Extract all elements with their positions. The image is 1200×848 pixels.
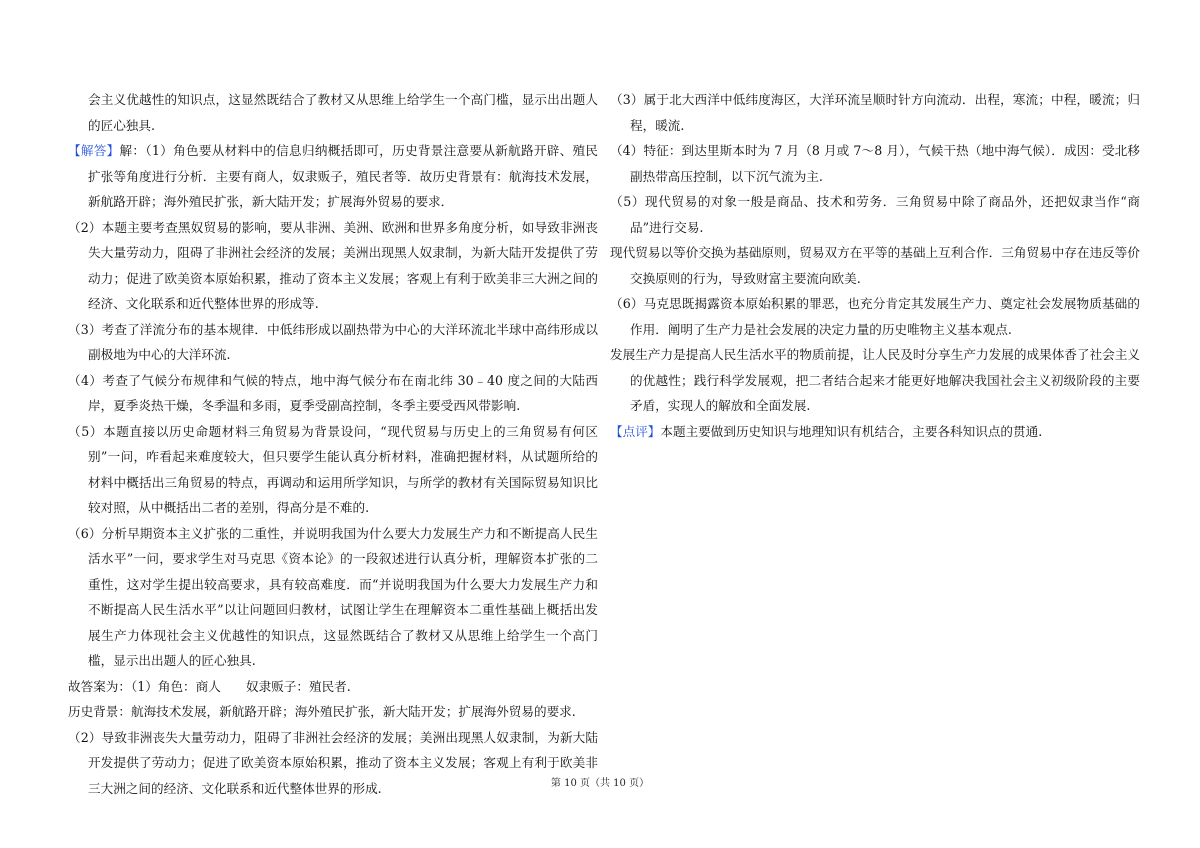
paragraph-2: （2）本题主要考查黑奴贸易的影响，要从非洲、美洲、欧洲和世界多角度分析，如导致非洲丧失大量劳动力，阻碍了非洲社会经济的发展；美洲出现黑人奴隶制，为新大陆开发提供了劳动力；促进了欧美资本原始积累，推动了资本主义发展；客观上有利于欧美非三大洲之间的经济、文化联系和近代整体世界的形成等. (68, 219, 598, 311)
right-column (610, 87, 1140, 444)
paragraph-3: （3）考查了洋流分布的基本规律．中低纬形成以副热带为中心的大洋环流北半球中高纬形成以副极地为中心的大洋环流. (68, 321, 598, 362)
answer-6: （6）马克思既揭露资本原始积累的罪恶，也充分肯定其发展生产力、奠定社会发展物质基础的作用．阐明了生产力是社会发展的决定力量的历史唯物主义基本观点. (610, 296, 1140, 337)
paragraph-5: （5）本题直接以历史命题材料三角贸易为背景设问，“现代贸易与历史上的三角贸易有何区别”一问，咋看起来难度较大，但只要学生能认真分析材料，准确把握材料，从试题所给的材料中概括出三角贸易的特点，再调动和运用所学知识，与所学的教材有关国际贸易知识比较对照，从中概括出二者的差别，得高分是不难的. (68, 423, 598, 515)
history-background-line: 历史背景：航海技术发展，新航路开辟；海外殖民扩张，新大陆开发；扩展海外贸易的要求. (68, 704, 576, 719)
answer-5-extra: 现代贸易以等价交换为基础原则，贸易双方在平等的基础上互利合作．三角贸易中存在违反等价交换原则的行为，导致财富主要流向欧美. (610, 245, 1140, 286)
answer-tag: 【解答】 (68, 143, 120, 158)
comment-text: 本题主要做到历史知识与地理知识有机结合，主要各科知识点的贯通. (660, 423, 1043, 439)
final-answer-line: 故答案为：（1）角色：商人 奴隶贩子：殖民者. (68, 678, 351, 694)
left-column (68, 87, 598, 801)
comment-paragraph (610, 419, 1140, 445)
answer-6-extra: 发展生产力是提高人民生活水平的物质前提，让人民及时分享生产力发展的成果体香了社会主义的优越性；践行科学发展观，把二者结合起来才能更好地解决我国社会主义初级阶段的主要矛盾，实现人的解放和全面发展. (610, 347, 1140, 413)
answer-4: （4）特征：到达里斯本时为 7 月（8 月或 7～8 月），气候干热（地中海气候）．成因：受北移副热带高压控制，以下沉气流为主. (610, 143, 1140, 184)
page-footer: 第 10 页（共 10 页） (550, 778, 650, 789)
paragraph-continuation: 会主义优越性的知识点，这显然既结合了教材又从思维上给学生一个高门槛，显示出出题人的匠心独具. (88, 92, 598, 133)
answer-paragraph (68, 138, 598, 215)
comment-tag: 【点评】 (610, 423, 661, 439)
answer-5: （5）现代贸易的对象一般是商品、技术和劳务．三角贸易中除了商品外，还把奴隶当作“商品”进行交易. (610, 194, 1140, 235)
paragraph-6: （6）分析早期资本主义扩张的二重性，并说明我国为什么要大力发展生产力和不断提高人民生活水平”一问，要求学生对马克思《资本论》的一段叙述进行认真分析，理解资本扩张的二重性，这对学生提出较高要求，具有较高难度．而“并说明我国为什么要大力发展生产力和不断提高人民生活水平”以让问题回归教材，试图让学生在理解资本二重性基础上概括出发展生产力体现社会主义优越性的知识点，这显然既结合了教材又从思维上给学生一个高门槛，显示出出题人的匠心独具. (68, 525, 598, 668)
answer-2: （2）导致非洲丧失大量劳动力，阻碍了非洲社会经济的发展；美洲出现黑人奴隶制，为新大陆开发提供了劳动力；促进了欧美资本原始积累，推动了资本主义发展；客观上有利于欧美非三大洲之间的经济、文化联系和近代整体世界的形成. (68, 729, 598, 796)
answer-text: 解：（1）角色要从材料中的信息归纳概括即可，历史背景注意要从新航路开辟、殖民扩张等角度进行分析．主要有商人，奴隶贩子，殖民者等．故历史背景有：航海技术发展，新航路开辟；海外殖民扩张，新大陆开发；扩展海外贸易的要求． (88, 143, 599, 209)
paragraph-4: （4）考查了气候分布规律和气候的特点，地中海气候分布在南北纬 30﹣40 度之间的大陆西岸，夏季炎热干燥，冬季温和多雨，夏季受副高控制，冬季主要受西风带影响. (68, 372, 598, 413)
answer-3: （3）属于北大西洋中低纬度海区，大洋环流呈顺时针方向流动．出程，寒流；中程，暖流；归程，暖流. (610, 92, 1140, 133)
